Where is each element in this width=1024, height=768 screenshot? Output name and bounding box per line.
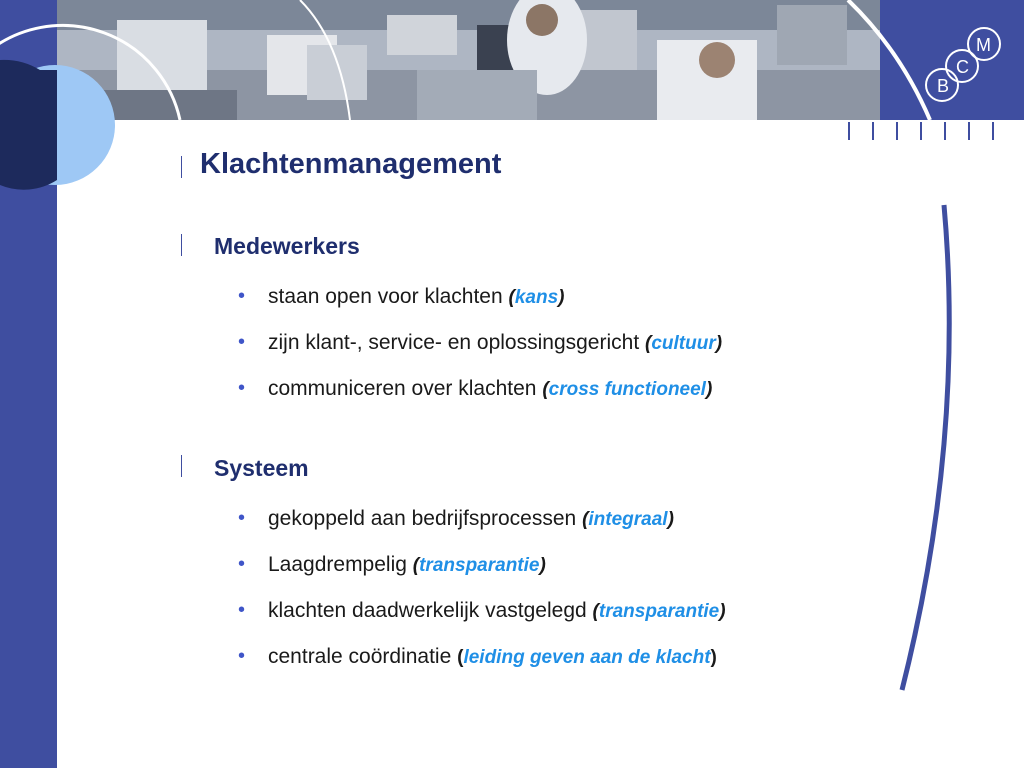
office-photo xyxy=(57,0,880,120)
item-text: gekoppeld aan bedrijfsprocessen xyxy=(268,507,577,530)
title-marker xyxy=(181,156,182,178)
bullet-list-medewerkers xyxy=(238,285,722,423)
item-text: klachten daadwerkelijk vastgelegd xyxy=(268,599,587,622)
item-tag: transparantie xyxy=(598,601,720,622)
item-tag: integraal xyxy=(588,509,668,530)
paren-open: ( xyxy=(592,601,599,622)
paren-open: ( xyxy=(508,287,515,308)
bullet-dot-icon: • xyxy=(238,645,246,667)
item-tag: leiding geven aan de klacht xyxy=(463,647,711,668)
item-tag: kans xyxy=(514,287,559,308)
bullet-dot-icon: • xyxy=(238,553,246,575)
list-item xyxy=(238,507,726,553)
office-photo-art xyxy=(57,0,880,120)
item-tag: transparantie xyxy=(419,555,540,576)
list-item xyxy=(238,285,722,331)
section-heading-medewerkers: Medewerkers xyxy=(214,233,360,259)
section-marker xyxy=(181,455,182,477)
item-text: staan open voor klachten xyxy=(268,285,503,308)
bullet-dot-icon: • xyxy=(238,331,246,353)
page-title: Klachtenmanagement xyxy=(200,148,502,180)
header-tick-marks xyxy=(848,122,998,142)
item-text: Laagdrempelig xyxy=(268,553,407,576)
item-text: centrale coördinatie xyxy=(268,645,452,668)
paren-close: ) xyxy=(539,555,546,576)
bullet-dot-icon: • xyxy=(238,507,246,529)
bcm-logo xyxy=(922,22,1022,112)
bullet-dot-icon: • xyxy=(238,377,246,399)
paren-open: ( xyxy=(542,379,549,400)
paren-close: ) xyxy=(667,509,674,530)
list-item xyxy=(238,553,726,599)
bullet-dot-icon: • xyxy=(238,599,246,621)
bullet-list-systeem xyxy=(238,507,726,691)
logo-letter-c: C xyxy=(956,57,969,77)
section-marker xyxy=(181,234,182,256)
section-heading-systeem: Systeem xyxy=(214,455,309,481)
list-item xyxy=(238,599,726,645)
paren-close: ) xyxy=(719,601,726,622)
bullet-dot-icon: • xyxy=(238,285,246,307)
item-text: communiceren over klachten xyxy=(268,377,537,400)
logo-letter-b: B xyxy=(937,76,950,96)
paren-close: ) xyxy=(710,647,717,668)
paren-close: ) xyxy=(558,287,565,308)
paren-close: ) xyxy=(715,333,723,354)
list-item xyxy=(238,377,722,423)
paren-open: ( xyxy=(457,647,464,668)
item-text: zijn klant-, service- en oplossingsgericht xyxy=(268,331,640,354)
paren-open: ( xyxy=(582,509,589,530)
right-decor-arc xyxy=(902,205,949,690)
paren-close: ) xyxy=(705,379,713,400)
item-tag: cultuur xyxy=(651,333,716,354)
item-tag: cross functioneel xyxy=(548,379,706,400)
list-item xyxy=(238,331,722,377)
paren-open: ( xyxy=(412,555,420,576)
paren-open: ( xyxy=(645,333,652,354)
logo-letter-m: M xyxy=(976,35,991,55)
list-item xyxy=(238,645,726,691)
